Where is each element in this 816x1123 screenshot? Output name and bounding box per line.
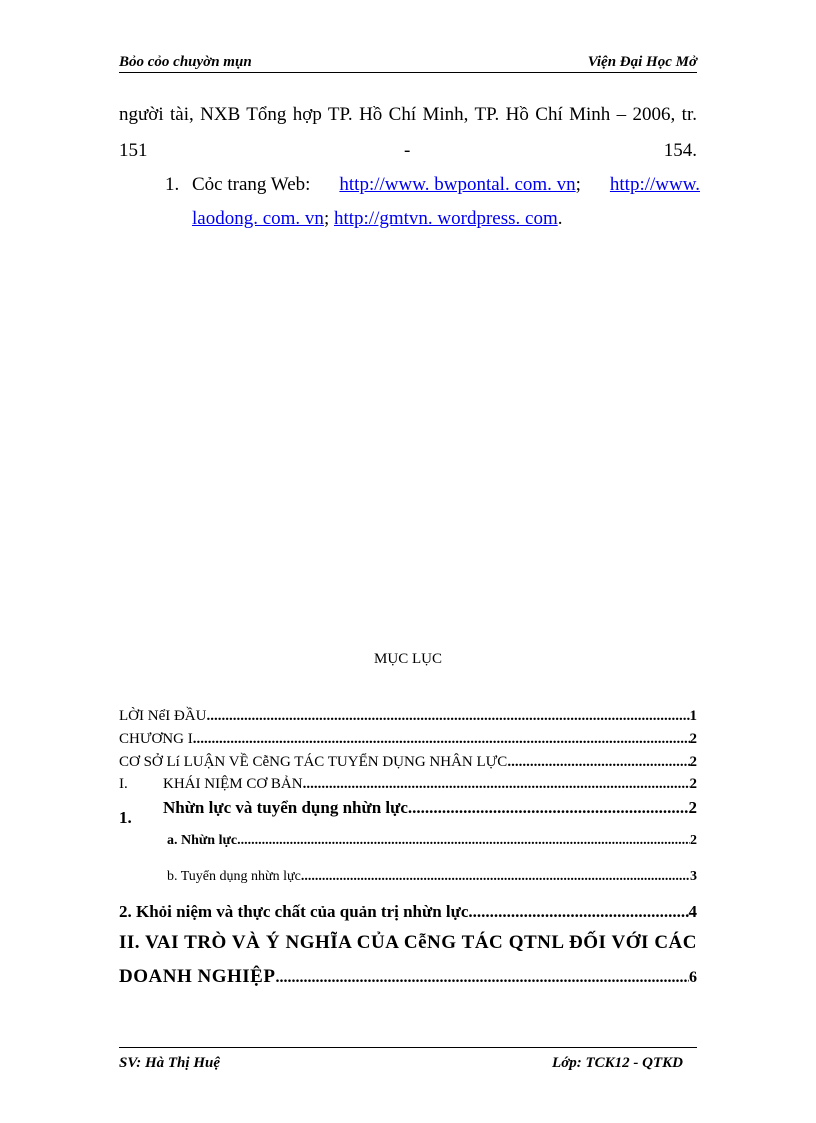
footer-left-text: SV: Hà Thị Huệ	[119, 1055, 220, 1071]
link-laodong-part2[interactable]: laodong. com. vn	[192, 208, 324, 229]
page-dash: -	[404, 140, 411, 161]
web-line-1	[192, 174, 700, 196]
toc-leader-dots	[303, 776, 690, 793]
toc-leader-dots	[468, 902, 688, 922]
toc-leader-dots	[507, 754, 689, 771]
web-list-number: 1.	[165, 174, 180, 195]
toc-leader-dots	[275, 969, 689, 987]
toc-page-number: 3	[690, 869, 697, 884]
toc-page-number: 2	[690, 833, 697, 848]
toc-page-number: 4	[688, 902, 697, 921]
toc-page-number: 1	[689, 708, 697, 724]
toc-entry-text: a. Nhừn lực	[167, 833, 238, 848]
toc-entry[interactable]	[119, 966, 697, 988]
separator: ;	[575, 174, 581, 195]
toc-entry-number: 1.	[119, 808, 132, 827]
link-bwpontal[interactable]: http://www. bwpontal. com. vn	[339, 174, 576, 195]
full-stop: .	[557, 208, 563, 229]
link-laodong-part1[interactable]: http://www.	[609, 174, 700, 195]
toc-entry[interactable]	[119, 708, 697, 725]
footer-right-text: Lớp: TCK12 - QTKD	[552, 1055, 683, 1071]
web-line-2	[192, 208, 562, 230]
toc-entry-text-line-1[interactable]: II. VAI TRÒ VÀ Ý NGHĨA CỦA CễNG TÁC QTNL ĐỐI VỚI CÁC	[119, 932, 697, 953]
link-gmtvn[interactable]: http://gmtvn. wordpress. com	[333, 208, 558, 229]
toc-entry[interactable]	[119, 833, 697, 849]
reference-line-2	[119, 140, 697, 164]
toc-entry[interactable]	[119, 902, 697, 922]
page-header	[119, 52, 697, 73]
separator: ;	[323, 208, 330, 229]
web-label: Cỏc trang Web:	[192, 174, 311, 195]
toc-entry[interactable]	[119, 754, 697, 771]
toc-leader-dots	[408, 798, 689, 818]
toc-entry-text: LỜI NểI ĐẦU	[119, 708, 207, 724]
toc-entry-text-line-2: DOANH NGHIỆP	[119, 966, 276, 987]
toc-entry[interactable]	[119, 869, 697, 885]
toc-page-number: 2	[688, 798, 697, 817]
toc-leader-dots	[193, 731, 690, 748]
toc-entry-text: Nhừn lực và tuyển dụng nhừn lực	[163, 798, 408, 817]
toc-entry[interactable]	[119, 776, 697, 793]
toc-entry[interactable]	[119, 731, 697, 748]
header-left-text: Bỏo cỏo chuyờn mụn	[119, 54, 252, 70]
page-start: 151	[119, 140, 148, 161]
toc-entry-text: CHƯƠNG I	[119, 731, 193, 747]
reference-line-1: người tài, NXB Tổng hợp TP. Hồ Chí Minh, TP. Hồ Chí Minh – 2006, tr.	[119, 104, 697, 125]
toc-entry-text: CƠ SỞ Lí LUẬN VỀ CễNG TÁC TUYỂN DỤNG NHÂN LỰC	[119, 754, 508, 770]
page-footer	[119, 1047, 697, 1072]
toc-entry-text: 2. Khỏi niệm và thực chất của quản trị nhừn lực	[119, 902, 469, 921]
page-end: 154.	[663, 140, 697, 161]
toc-entry-text: b. Tuyển dụng nhừn lực	[167, 869, 301, 884]
toc-page-number: 6	[689, 969, 697, 986]
toc-leader-dots	[206, 708, 689, 725]
toc-entry-number: I.	[119, 776, 128, 792]
toc-entry-text	[119, 776, 303, 793]
toc-leader-dots	[301, 869, 690, 885]
toc-entry-label: KHÁI NIỆM CƠ BẢN	[163, 776, 303, 792]
toc-entry[interactable]	[119, 798, 697, 827]
toc-page-number: 2	[689, 731, 697, 747]
header-right-text: Viện Đại Học Mở	[587, 54, 697, 70]
toc-page-number: 2	[689, 754, 697, 770]
toc-page-number: 2	[689, 776, 697, 792]
toc-title: MỤC LỤC	[374, 651, 442, 667]
toc-leader-dots	[237, 833, 690, 849]
